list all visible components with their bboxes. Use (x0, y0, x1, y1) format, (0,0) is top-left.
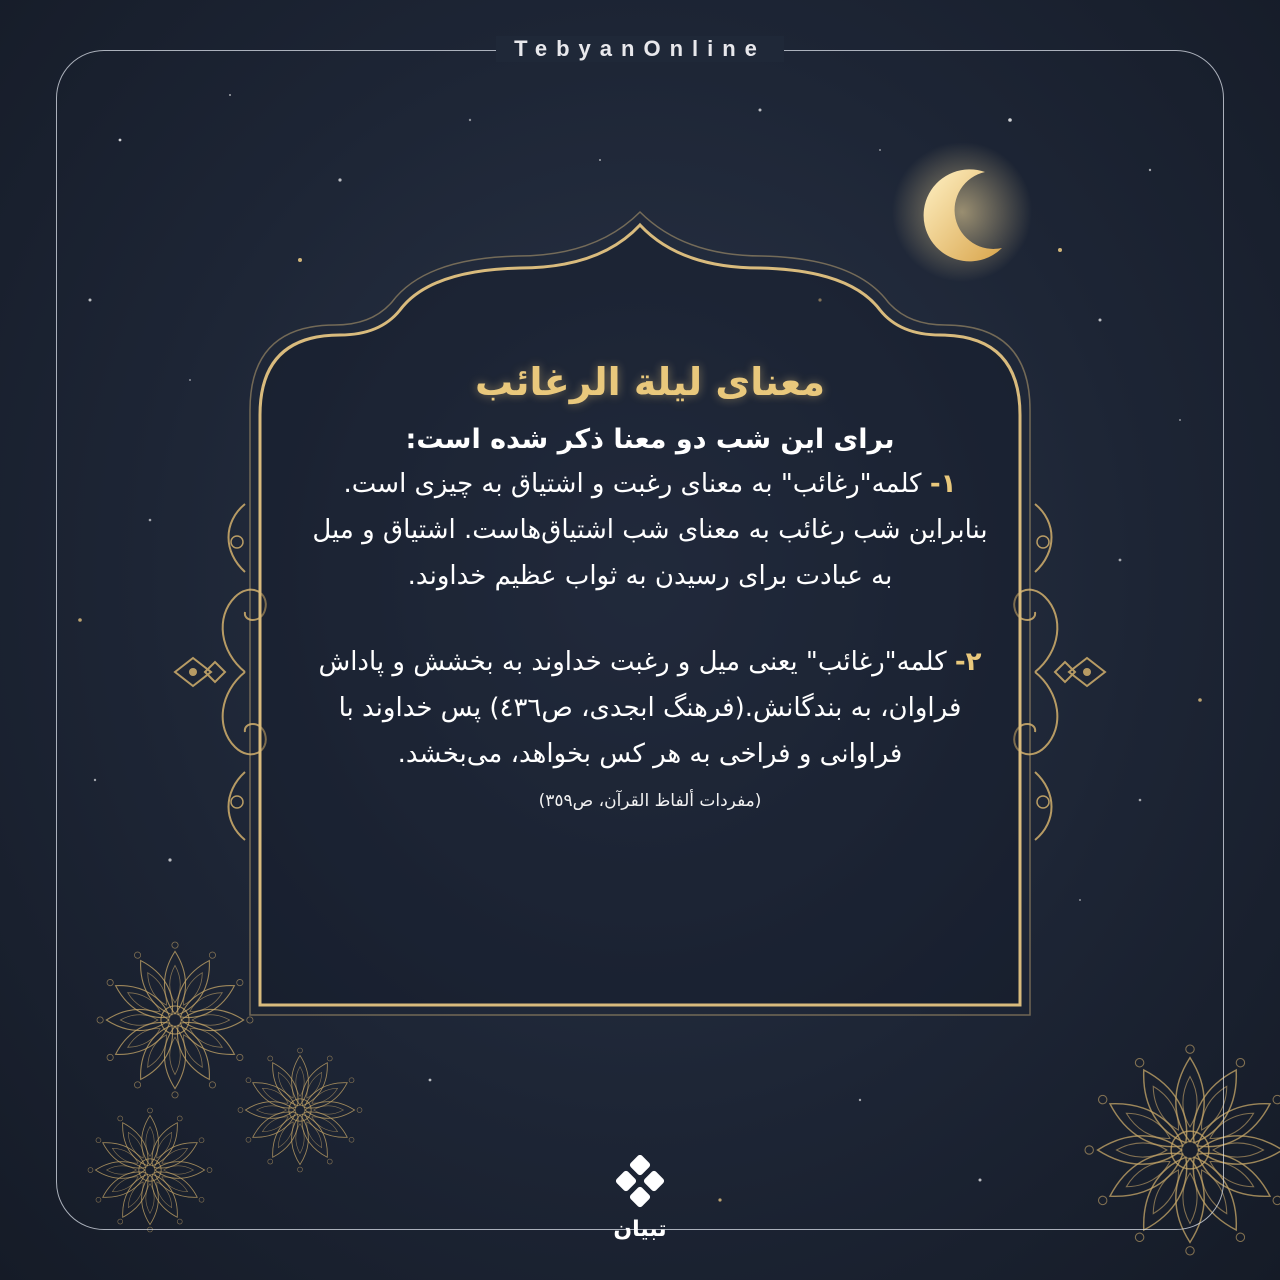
item-1-text: کلمه"رغائب" به معنای رغبت و اشتیاق به چیزی است. بنابراین شب رغائب به معنای شب اشتیاق‌هاست. اشتیاق و میل به عبادت برای رسیدن به ثواب عظیم خداوند. (312, 469, 988, 591)
card-title: معنای لیلة الرغائب (474, 360, 826, 404)
meaning-item-2 (300, 639, 1000, 777)
item-2-text: کلمه"رغائب" یعنی میل و رغبت خداوند به بخشش و پاداش فراوان، به بندگانش.(فرهنگ ابجدی، ص٤٣٦) پس خداوند با فراوانی و فراخی به هر کس بخواهد، می‌بخشد. (318, 647, 962, 769)
tebyan-logo (590, 1155, 690, 1265)
meaning-item-1 (300, 461, 1000, 599)
logo-text: تبیان (613, 1217, 667, 1242)
tebyan-logo-icon (610, 1155, 670, 1211)
card-intro: برای این شب دو معنا ذکر شده است: (405, 424, 895, 455)
item-2-number: ۲- (954, 647, 982, 677)
brand-site-name: TebyanOnline (496, 36, 784, 62)
item-1-number: ۱- (929, 469, 957, 499)
source-citation: (مفردات ألفاظ القرآن، ص٣٥٩) (538, 791, 762, 811)
card-content (300, 360, 1000, 811)
brand-header (0, 36, 1280, 62)
